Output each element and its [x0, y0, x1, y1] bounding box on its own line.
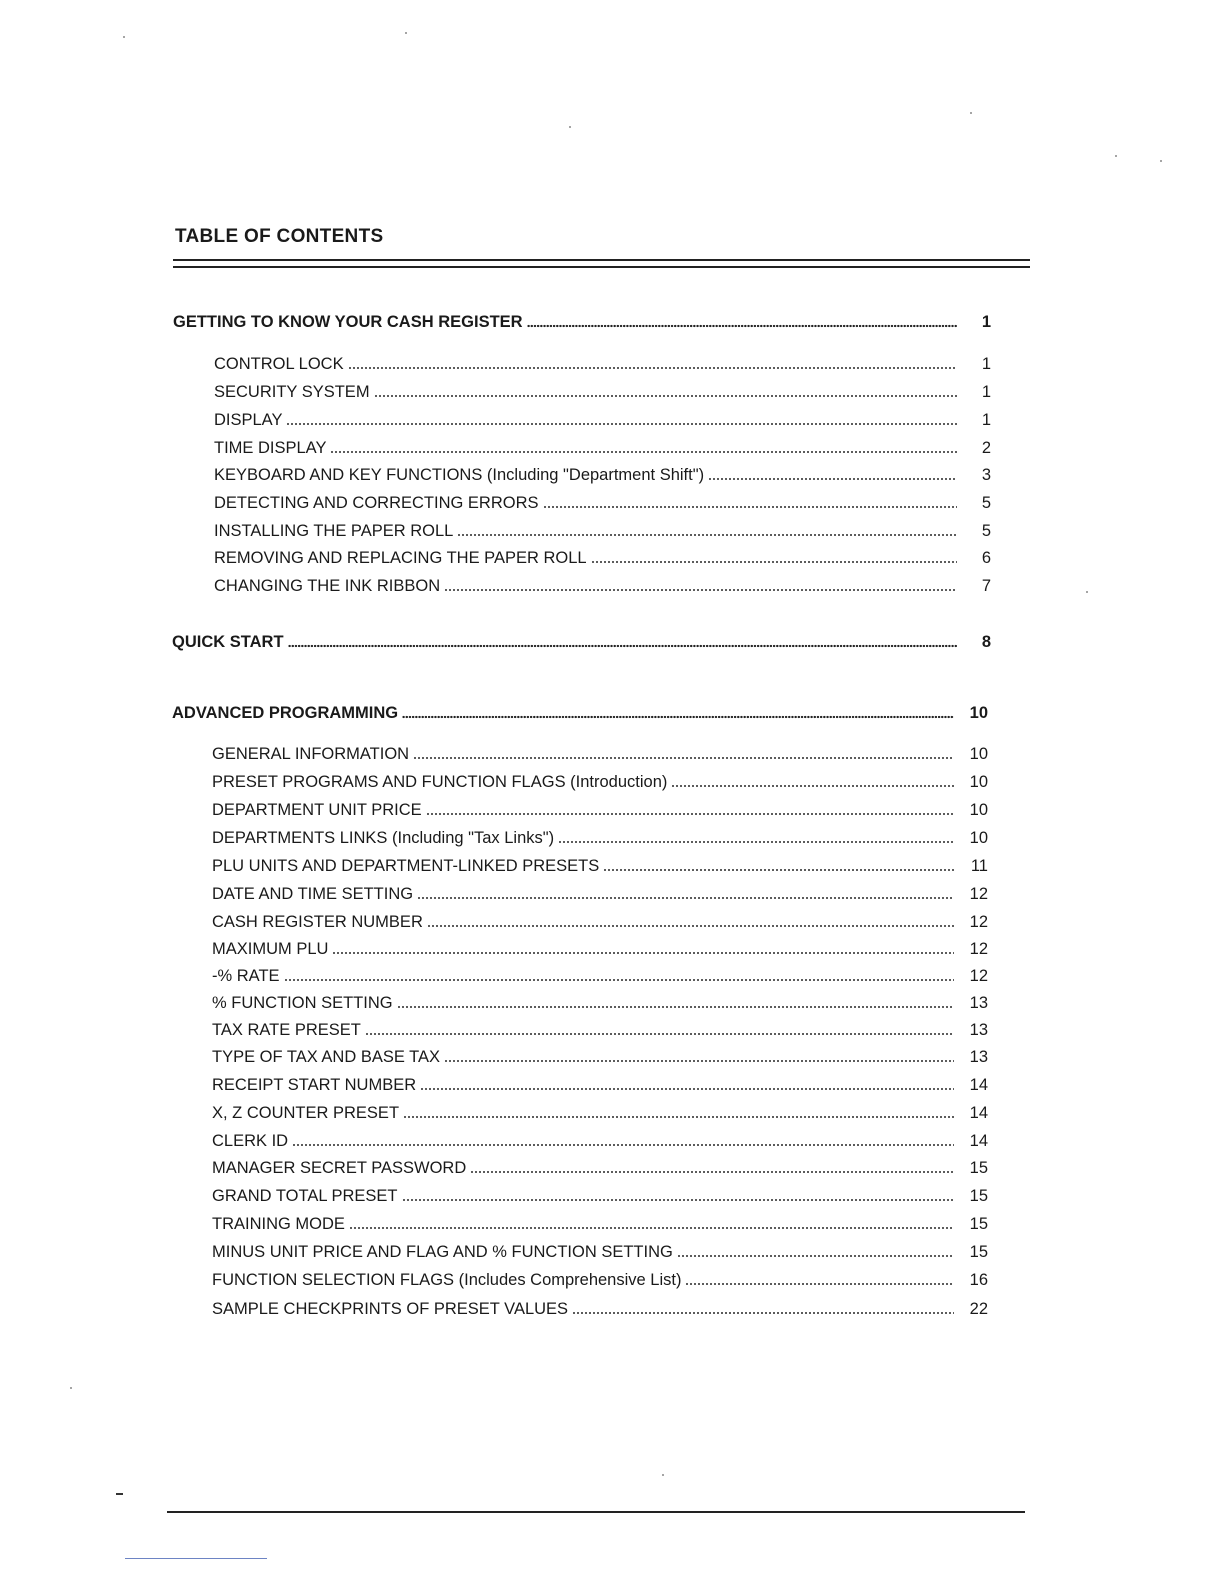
toc-page-number: 7	[981, 577, 991, 595]
scan-speck	[405, 32, 407, 34]
toc-page-number: 15	[969, 1159, 988, 1177]
toc-page-number: 13	[969, 994, 988, 1012]
toc-entry-label: DEPARTMENTS LINKS (Including "Tax Links")	[212, 829, 555, 847]
dot-leader	[444, 588, 957, 592]
dot-leader	[470, 1170, 954, 1174]
dot-leader	[284, 978, 954, 982]
toc-section-quick-start[interactable]	[172, 632, 991, 652]
toc-page-number: 1	[981, 383, 991, 401]
dot-leader	[348, 366, 957, 370]
scan-speck	[1160, 160, 1162, 162]
dot-leader	[413, 756, 954, 760]
toc-section-getting-to-know[interactable]	[173, 312, 991, 332]
toc-entry[interactable]	[212, 939, 988, 959]
dot-leader	[397, 1005, 954, 1009]
toc-page-number: 1	[981, 313, 991, 331]
toc-page-number: 15	[969, 1243, 988, 1261]
toc-entry-label: CLERK ID	[212, 1132, 289, 1150]
toc-page-number: 10	[969, 704, 988, 722]
toc-entry[interactable]	[212, 1270, 988, 1290]
scan-speck	[970, 112, 972, 114]
dot-leader	[403, 1115, 954, 1119]
toc-entry[interactable]	[214, 548, 991, 568]
toc-page-number: 10	[969, 801, 988, 819]
scan-speck	[1115, 155, 1117, 157]
toc-entry-label: GRAND TOTAL PRESET	[212, 1187, 398, 1205]
toc-page-number: 8	[981, 633, 991, 651]
toc-entry[interactable]	[214, 382, 991, 402]
toc-page-number: 15	[969, 1187, 988, 1205]
dot-leader	[427, 924, 954, 928]
toc-entry[interactable]	[212, 1214, 988, 1234]
toc-entry[interactable]	[212, 856, 988, 876]
toc-page-number: 22	[969, 1300, 988, 1318]
toc-entry-label: % FUNCTION SETTING	[212, 994, 393, 1012]
toc-entry[interactable]	[212, 1075, 988, 1095]
toc-entry-label: -% RATE	[212, 967, 280, 985]
dot-leader	[402, 715, 954, 719]
dot-leader	[527, 324, 957, 328]
scan-speck	[70, 1387, 72, 1389]
toc-entry[interactable]	[212, 1299, 988, 1319]
dot-leader	[417, 896, 954, 900]
dot-leader	[603, 868, 954, 872]
toc-entry-label: FUNCTION SELECTION FLAGS (Includes Comprehensive List)	[212, 1271, 682, 1289]
toc-entry-label: DATE AND TIME SETTING	[212, 885, 414, 903]
dot-leader	[402, 1198, 954, 1202]
dot-leader	[558, 840, 954, 844]
toc-page-number: 13	[969, 1048, 988, 1066]
dot-leader	[708, 477, 957, 481]
toc-section-label: ADVANCED PROGRAMMING	[172, 704, 399, 722]
toc-entry-label: KEYBOARD AND KEY FUNCTIONS (Including "Department Shift")	[214, 466, 705, 484]
dot-leader	[292, 1143, 954, 1147]
toc-entry-label: DETECTING AND CORRECTING ERRORS	[214, 494, 539, 512]
dot-leader	[349, 1226, 954, 1230]
toc-entry[interactable]	[212, 828, 988, 848]
dot-leader	[374, 394, 957, 398]
toc-page-number: 15	[969, 1215, 988, 1233]
toc-page-number: 1	[981, 411, 991, 429]
dot-leader	[671, 784, 954, 788]
toc-entry-label: CHANGING THE INK RIBBON	[214, 577, 441, 595]
toc-entry[interactable]	[214, 410, 991, 430]
toc-page-number: 12	[969, 940, 988, 958]
toc-page-number: 14	[969, 1104, 988, 1122]
scan-speck	[662, 1474, 664, 1476]
toc-page-number: 2	[981, 439, 991, 457]
toc-page-number: 14	[969, 1132, 988, 1150]
dot-leader	[591, 560, 957, 564]
toc-page-number: 14	[969, 1076, 988, 1094]
toc-entry[interactable]	[212, 1047, 988, 1067]
toc-entry-label: PRESET PROGRAMS AND FUNCTION FLAGS (Introduction)	[212, 773, 668, 791]
toc-entry-label: RECEIPT START NUMBER	[212, 1076, 417, 1094]
footer-rule	[167, 1511, 1025, 1513]
toc-entry-label: MINUS UNIT PRICE AND FLAG AND % FUNCTION SETTING	[212, 1243, 673, 1261]
toc-page-number: 5	[981, 522, 991, 540]
toc-entry-label: SAMPLE CHECKPRINTS OF PRESET VALUES	[212, 1300, 569, 1318]
toc-page-number: 13	[969, 1021, 988, 1039]
toc-entry[interactable]	[214, 438, 991, 458]
toc-page-number: 11	[970, 857, 988, 875]
toc-entry-label: MANAGER SECRET PASSWORD	[212, 1159, 467, 1177]
toc-entry[interactable]	[214, 354, 991, 374]
dot-leader	[426, 812, 954, 816]
dot-leader	[286, 422, 957, 426]
toc-page-number: 1	[981, 355, 991, 373]
toc-entry[interactable]	[214, 521, 991, 541]
dot-leader	[365, 1032, 954, 1036]
toc-entry[interactable]	[212, 993, 988, 1013]
toc-entry[interactable]	[214, 465, 991, 485]
dot-leader	[457, 533, 957, 537]
footer-short-rule	[125, 1558, 267, 1559]
toc-page-number: 10	[969, 773, 988, 791]
toc-entry[interactable]	[212, 912, 988, 932]
toc-entry-label: CASH REGISTER NUMBER	[212, 913, 423, 931]
toc-page-number: 5	[981, 494, 991, 512]
toc-entry[interactable]	[214, 576, 991, 596]
page-title: TABLE OF CONTENTS	[175, 226, 384, 247]
scan-speck	[569, 126, 571, 128]
toc-section-label: QUICK START	[172, 633, 284, 651]
dot-leader	[288, 644, 957, 648]
toc-entry-label: DISPLAY	[214, 411, 283, 429]
dot-leader	[677, 1254, 954, 1258]
toc-entry[interactable]	[212, 1242, 988, 1262]
toc-entry[interactable]	[212, 744, 988, 764]
toc-entry-label: PLU UNITS AND DEPARTMENT-LINKED PRESETS	[212, 857, 600, 875]
toc-entry[interactable]	[212, 772, 988, 792]
title-rule-lower	[173, 266, 1030, 268]
dot-leader	[572, 1311, 954, 1315]
toc-entry-label: TYPE OF TAX AND BASE TAX	[212, 1048, 441, 1066]
toc-entry-label: SECURITY SYSTEM	[214, 383, 370, 401]
toc-entry-label: MAXIMUM PLU	[212, 940, 329, 958]
toc-page-number: 12	[969, 885, 988, 903]
toc-entry-label: TAX RATE PRESET	[212, 1021, 361, 1039]
toc-entry[interactable]	[212, 1131, 988, 1151]
toc-section-label: GETTING TO KNOW YOUR CASH REGISTER	[173, 313, 523, 331]
title-rule-upper	[173, 259, 1030, 261]
toc-entry[interactable]	[212, 966, 988, 986]
toc-page-number: 16	[969, 1271, 988, 1289]
margin-mark	[116, 1493, 123, 1495]
dot-leader	[420, 1087, 954, 1091]
toc-entry[interactable]	[212, 1158, 988, 1178]
scan-speck	[1086, 591, 1088, 593]
dot-leader	[444, 1059, 954, 1063]
toc-page-number: 10	[969, 745, 988, 763]
dot-leader	[330, 450, 957, 454]
toc-page-number: 12	[969, 967, 988, 985]
toc-entry-label: DEPARTMENT UNIT PRICE	[212, 801, 422, 819]
toc-entry[interactable]	[212, 800, 988, 820]
toc-entry[interactable]	[212, 1020, 988, 1040]
toc-entry-label: TRAINING MODE	[212, 1215, 345, 1233]
toc-page-number: 12	[969, 913, 988, 931]
dot-leader	[543, 505, 957, 509]
toc-entry-label: INSTALLING THE PAPER ROLL	[214, 522, 454, 540]
scan-speck	[123, 36, 125, 38]
toc-page-number: 6	[981, 549, 991, 567]
toc-entry-label: X, Z COUNTER PRESET	[212, 1104, 400, 1122]
toc-entry[interactable]	[212, 1103, 988, 1123]
toc-entry[interactable]	[214, 493, 991, 513]
toc-entry[interactable]	[212, 1186, 988, 1206]
dot-leader	[685, 1282, 954, 1286]
toc-page-number: 3	[981, 466, 991, 484]
toc-section-advanced-programming[interactable]	[172, 703, 988, 723]
toc-entry[interactable]	[212, 884, 988, 904]
toc-entry-label: CONTROL LOCK	[214, 355, 344, 373]
dot-leader	[332, 951, 954, 955]
toc-page-number: 10	[969, 829, 988, 847]
toc-entry-label: GENERAL INFORMATION	[212, 745, 410, 763]
toc-entry-label: TIME DISPLAY	[214, 439, 327, 457]
toc-entry-label: REMOVING AND REPLACING THE PAPER ROLL	[214, 549, 587, 567]
